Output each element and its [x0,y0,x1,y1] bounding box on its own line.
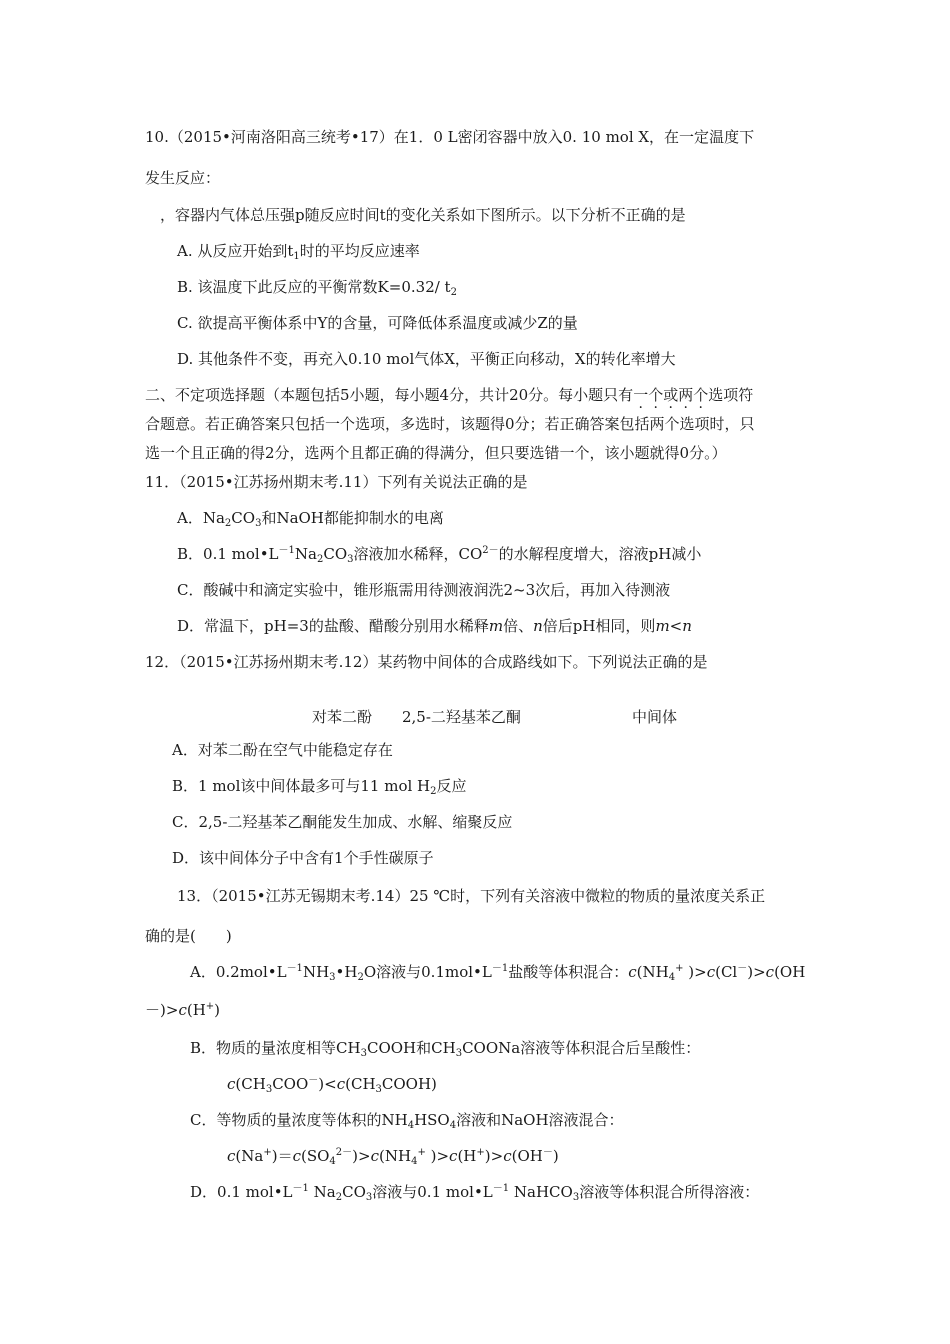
section2-line1: 二、不定项选择题（本题包括5小题，每小题4分，共计20分。每小题只有一个或两个选项符 [145,386,754,404]
q13-option-b-line2: $c(CH_3COO^-)<c(CH_3COOH)$ [227,1075,437,1095]
q13-option-a-line2: －)>c(H+) [145,1001,221,1019]
q11-option-b: B．0.1 $mol•L^{-1}Na_2CO_3$溶液加水稀释，$CO^{2-}$的水解程度增大，溶液pH减小 [177,545,702,565]
q10-stem-line1: 10.（2015•河南洛阳高三统考•17）在1．0 L密闭容器中放入0. 10 mol X，在一定温度下 [145,128,755,146]
q10-stem-line2: 发生反应： [145,169,221,187]
q13-option-b-line1: B．物质的量浓度相等$CH_3COOH$和$CH_3COONa$溶液等体积混合后呈酸性： [190,1039,701,1059]
q13-option-d: D．0.1 $mol•L^{-1}$ $Na_2CO_3$溶液与0.1 $mol•L^{-1}$ NaHCO$_3$溶液等体积混合所得溶液： [190,1183,760,1203]
section2-line2: 合题意。若正确答案只包括一个选项，多选时，该题得0分；若正确答案包括两个选项时，只 [145,415,755,433]
section2-line3: 选一个且正确的得2分，选两个且都正确的得满分，但只要选错一个，该小题就得0分。） [145,444,727,462]
q10-option-b: B. 该温度下此反应的平衡常数K=0.32/ $t_2$ [177,278,457,298]
q13-option-c-line1: C．等物质的量浓度等体积的$NH_4HSO_4$溶液和NaOH溶液混合： [190,1111,624,1131]
q13-option-c-line2: $c(Na^+)=c(SO_4^{2-})>c(NH_4^+$ )>c(H+)>c(OH－) [227,1147,559,1167]
q10-option-a: A. 从反应开始到$t_1$时的平均反应速率 [177,242,420,262]
q10-option-d: D. 其他条件不变，再充入0.10 mol气体X，平衡正向移动，X的转化率增大 [177,350,676,368]
q13-option-a-line1: A．$0.2mol•L^{-1}NH_3•H_2O$溶液与$0.1mol•L^{-1}$盐酸等体积混合：$c(NH_4^+$ )>c(Cl－)>c(OH [190,963,806,983]
q10-stem-line3: ，容器内气体总压强p随反应时间t的变化关系如下图所示。以下分析不正确的是 [160,206,686,224]
q12-label-intermediate: 中间体 [632,708,678,726]
q13-stem-line2: 确的是( ) [145,927,232,945]
q10-option-c: C. 欲提高平衡体系中Y的含量，可降低体系温度或减少Z的量 [177,314,578,332]
q11-option-d: D．常温下，pH=3的盐酸、醋酸分别用水稀释m倍、n倍后pH相同，则m<n [177,617,692,635]
q11-option-c: C．酸碱中和滴定实验中，锥形瓶需用待测液润洗2~3次后，再加入待测液 [177,581,671,599]
q12-option-b: B．1 mol该中间体最多可与11 mol $H_2$反应 [172,777,467,797]
q12-label-hydroquinone: 对苯二酚 [312,708,373,726]
q11-option-a: A．$Na_2CO_3$和NaOH都能抑制水的电离 [177,509,444,529]
q12-label-acetophenone: 2,5-二羟基苯乙酮 [402,708,521,726]
q12-option-d: D．该中间体分子中含有1个手性碳原子 [172,849,434,867]
q13-stem-line1: 13．（2015•江苏无锡期末考.14）25 ℃时，下列有关溶液中微粒的物质的量浓度关系正 [177,887,766,905]
q11-stem: 11．（2015•江苏扬州期末考.11）下列有关说法正确的是 [145,473,528,491]
q12-option-c: C．2,5-二羟基苯乙酮能发生加成、水解、缩聚反应 [172,813,513,831]
q12-option-a: A．对苯二酚在空气中能稳定存在 [172,741,393,759]
q12-stem: 12．（2015•江苏扬州期末考.12）某药物中间体的合成路线如下。下列说法正确的是 [145,653,708,671]
